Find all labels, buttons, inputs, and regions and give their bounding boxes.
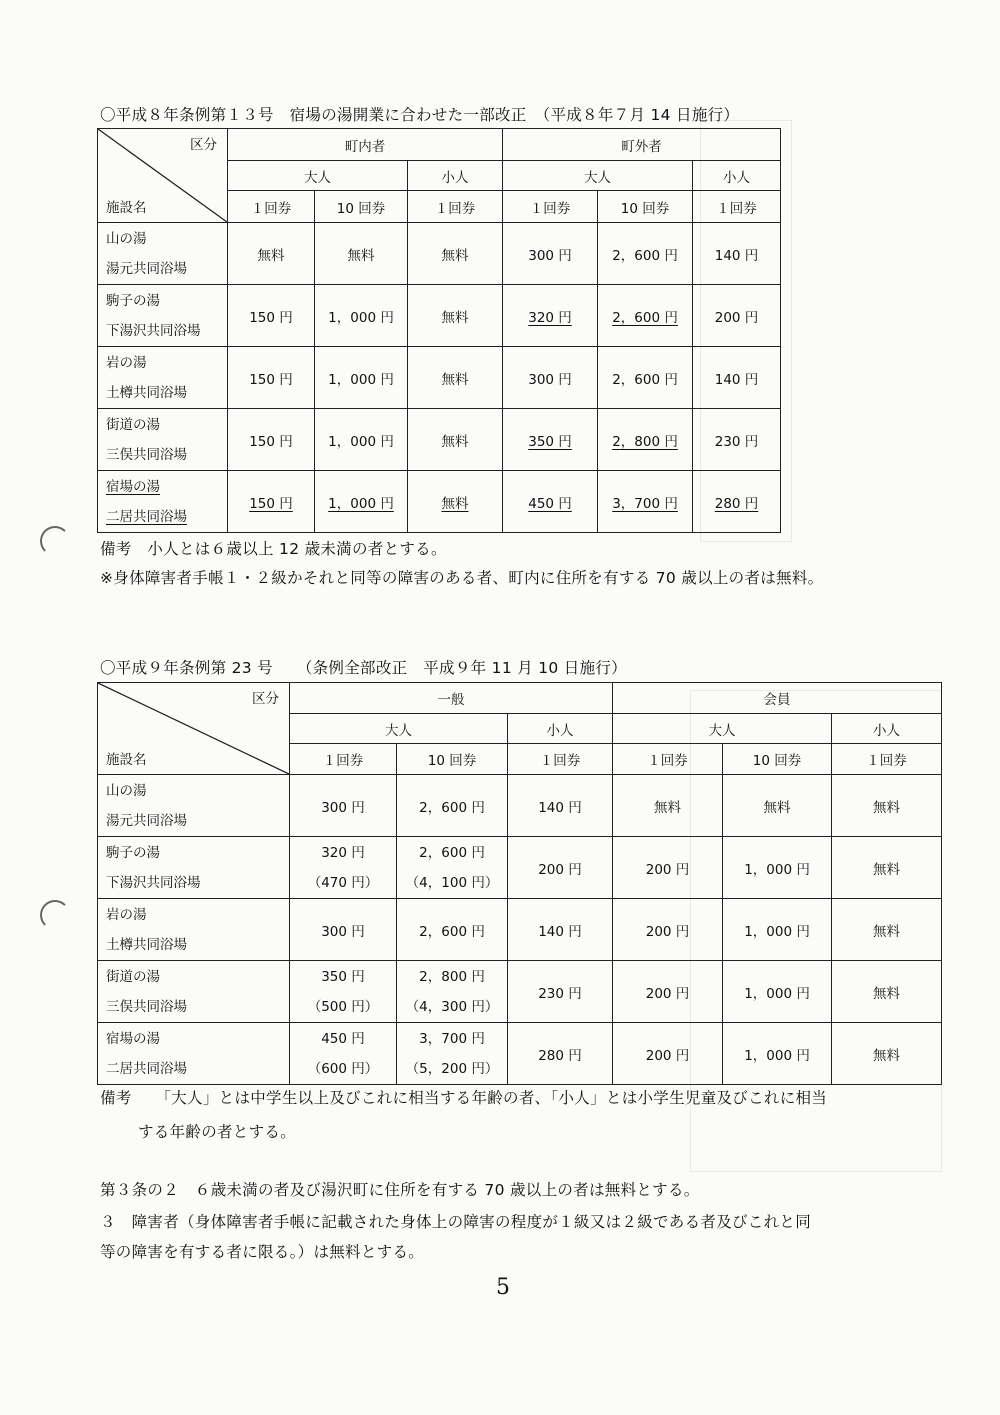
table-row bbox=[98, 961, 942, 1023]
section2-note: 備考 「大人」とは中学生以上及びこれに相当する年齢の者、「小人」とは小学生児童及びこれに相当 bbox=[100, 1089, 828, 1107]
facility-name-cell bbox=[98, 347, 228, 409]
table-row bbox=[98, 471, 781, 533]
table-row bbox=[98, 899, 942, 961]
article-3-2: 第３条の２ ６歳未満の者及び湯沢町に住所を有する 70 歳以上の者は無料とする。 bbox=[100, 1181, 700, 1199]
fee-cell: 140 円 bbox=[508, 899, 613, 961]
adult-header: 大人 bbox=[613, 714, 832, 744]
fee-cell-amended: 1，000 円 bbox=[315, 471, 408, 533]
fee-cell: 無料 bbox=[408, 285, 503, 347]
fee-cell: 1，000 円 bbox=[723, 961, 832, 1023]
adult-header: 大人 bbox=[228, 161, 408, 191]
fee-cell: 280 円 bbox=[508, 1023, 613, 1085]
fee-cell: 230 円 bbox=[693, 409, 781, 471]
fee-cell: 2，600 円 bbox=[598, 223, 693, 285]
general-header: 一般 bbox=[290, 683, 613, 714]
header-corner-cell bbox=[98, 683, 290, 775]
table-row bbox=[98, 285, 781, 347]
fee-value: 2，600 円 bbox=[419, 844, 485, 861]
adult-header: 大人 bbox=[290, 714, 508, 744]
facility-subname: 湯元共同浴場 bbox=[106, 260, 187, 277]
fee-cell: 無料 bbox=[832, 961, 942, 1023]
fee-value-alt: （4，100 円） bbox=[405, 874, 499, 891]
facility-subname: 土樽共同浴場 bbox=[106, 936, 187, 953]
fee-cell bbox=[397, 1023, 508, 1085]
fee-cell: 300 円 bbox=[503, 223, 598, 285]
fee-cell bbox=[290, 1023, 397, 1085]
fee-cell: 140 円 bbox=[693, 347, 781, 409]
fee-cell: 無料 bbox=[832, 775, 942, 837]
fee-value: 450 円 bbox=[321, 1030, 365, 1047]
facility-subname: 下湯沢共同浴場 bbox=[106, 322, 201, 339]
facility-name-cell bbox=[98, 775, 290, 837]
facility-name: 駒子の湯 bbox=[106, 292, 160, 309]
table-row bbox=[98, 1023, 942, 1085]
adult-header: 大人 bbox=[503, 161, 693, 191]
fee-cell: 200 円 bbox=[613, 837, 723, 899]
child-header: 小人 bbox=[832, 714, 942, 744]
facility-name: 宿場の湯 bbox=[106, 478, 160, 495]
table-row bbox=[98, 409, 781, 471]
kubun-label: 区分 bbox=[190, 137, 217, 153]
fee-cell: 2，600 円 bbox=[397, 775, 508, 837]
facility-name-cell bbox=[98, 961, 290, 1023]
fee-cell: 無料 bbox=[723, 775, 832, 837]
fee-cell-amended: 2，600 円 bbox=[598, 285, 693, 347]
fee-cell: 無料 bbox=[228, 223, 315, 285]
table-row bbox=[98, 223, 781, 285]
ticket10-header: 10 回券 bbox=[598, 191, 693, 223]
ticket10-header: 10 回券 bbox=[723, 744, 832, 775]
fee-cell bbox=[290, 837, 397, 899]
fee-value-alt: （4，300 円） bbox=[405, 998, 499, 1015]
header-corner-cell bbox=[98, 129, 228, 223]
fee-cell bbox=[397, 961, 508, 1023]
fee-cell: 1，000 円 bbox=[315, 285, 408, 347]
fee-cell: 無料 bbox=[408, 223, 503, 285]
fee-cell bbox=[290, 961, 397, 1023]
fee-cell: 300 円 bbox=[290, 899, 397, 961]
facility-name-cell bbox=[98, 837, 290, 899]
article-3-3: ３ 障害者（身体障害者手帳に記載された身体上の障害の程度が１級又は２級である者及びこれと同 bbox=[100, 1213, 812, 1231]
facility-subname: 土樽共同浴場 bbox=[106, 384, 187, 401]
facility-subname: 湯元共同浴場 bbox=[106, 812, 187, 829]
fee-cell: 1，000 円 bbox=[315, 409, 408, 471]
fee-cell: 無料 bbox=[408, 347, 503, 409]
fee-cell: 1，000 円 bbox=[723, 899, 832, 961]
fee-cell: 150 円 bbox=[228, 409, 315, 471]
section2-note-cont: する年齢の者とする。 bbox=[138, 1123, 297, 1141]
fee-cell: 230 円 bbox=[508, 961, 613, 1023]
facility-name-cell bbox=[98, 223, 228, 285]
ticket1-header: １回券 bbox=[832, 744, 942, 775]
fee-cell: 140 円 bbox=[693, 223, 781, 285]
ticket1-header: １回券 bbox=[693, 191, 781, 223]
punch-hole bbox=[40, 526, 70, 556]
facility-subname: 三俣共同浴場 bbox=[106, 998, 187, 1015]
ticket1-header: １回券 bbox=[613, 744, 723, 775]
fee-cell: 200 円 bbox=[613, 1023, 723, 1085]
kubun-label: 区分 bbox=[252, 691, 279, 707]
fee-cell: 200 円 bbox=[693, 285, 781, 347]
fee-cell bbox=[397, 837, 508, 899]
fee-cell: 300 円 bbox=[290, 775, 397, 837]
fee-cell: 2，600 円 bbox=[397, 899, 508, 961]
fee-cell-amended: 3，700 円 bbox=[598, 471, 693, 533]
fee-cell: 無料 bbox=[613, 775, 723, 837]
facility-name: 岩の湯 bbox=[106, 354, 147, 371]
fee-table-h9 bbox=[97, 682, 942, 1085]
facility-name: 宿場の湯 bbox=[106, 1030, 160, 1047]
facility-name-cell bbox=[98, 1023, 290, 1085]
fee-cell-amended: 350 円 bbox=[503, 409, 598, 471]
facility-name-cell bbox=[98, 471, 228, 533]
fee-value: 350 円 bbox=[321, 968, 365, 985]
child-header: 小人 bbox=[408, 161, 503, 191]
facility-subname: 下湯沢共同浴場 bbox=[106, 874, 201, 891]
article-3-3-cont: 等の障害を有する者に限る。）は無料とする。 bbox=[100, 1243, 425, 1261]
ticket10-header: 10 回券 bbox=[315, 191, 408, 223]
punch-hole bbox=[40, 900, 70, 930]
fee-value-alt: （470 円） bbox=[307, 874, 379, 891]
table-row bbox=[98, 837, 942, 899]
facility-subname: 三俣共同浴場 bbox=[106, 446, 187, 463]
table-row bbox=[98, 347, 781, 409]
section1-note: 備考 小人とは６歳以上 12 歳未満の者とする。 bbox=[100, 540, 447, 558]
town-out-header: 町外者 bbox=[503, 129, 781, 161]
fee-cell: 無料 bbox=[832, 1023, 942, 1085]
fee-cell-amended: 320 円 bbox=[503, 285, 598, 347]
table-row bbox=[98, 775, 942, 837]
fee-cell: 無料 bbox=[832, 837, 942, 899]
fee-cell: 300 円 bbox=[503, 347, 598, 409]
fee-cell: 無料 bbox=[832, 899, 942, 961]
fee-cell: 2，600 円 bbox=[598, 347, 693, 409]
town-in-header: 町内者 bbox=[228, 129, 503, 161]
fee-cell: 1，000 円 bbox=[723, 837, 832, 899]
facility-subname: 二居共同浴場 bbox=[106, 508, 187, 525]
fee-cell: 無料 bbox=[315, 223, 408, 285]
fee-cell-amended: 2，800 円 bbox=[598, 409, 693, 471]
fee-cell: 200 円 bbox=[613, 961, 723, 1023]
facility-name: 街道の湯 bbox=[106, 968, 160, 985]
facility-name: 街道の湯 bbox=[106, 416, 160, 433]
ticket1-header: １回券 bbox=[503, 191, 598, 223]
facility-name: 岩の湯 bbox=[106, 906, 147, 923]
fee-cell: 200 円 bbox=[508, 837, 613, 899]
facility-name-cell bbox=[98, 409, 228, 471]
fee-cell: 200 円 bbox=[613, 899, 723, 961]
facility-name-header: 施設名 bbox=[106, 200, 147, 216]
child-header: 小人 bbox=[508, 714, 613, 744]
fee-cell-amended: 280 円 bbox=[693, 471, 781, 533]
fee-value-alt: （5，200 円） bbox=[405, 1060, 499, 1077]
facility-subname: 二居共同浴場 bbox=[106, 1060, 187, 1077]
member-header: 会員 bbox=[613, 683, 942, 714]
fee-value: 2，800 円 bbox=[419, 968, 485, 985]
fee-cell-amended: 450 円 bbox=[503, 471, 598, 533]
ticket1-header: １回券 bbox=[508, 744, 613, 775]
section1-caption: 〇平成８年条例第１３号 宿場の湯開業に合わせた一部改正 （平成８年７月 14 日施行） bbox=[100, 106, 740, 124]
section2-caption: 〇平成９年条例第 23 号 （条例全部改正 平成９年 11 月 10 日施行） bbox=[100, 659, 627, 677]
fee-cell: 1，000 円 bbox=[723, 1023, 832, 1085]
ticket1-header: １回券 bbox=[408, 191, 503, 223]
section1-note-exemption: ※身体障害者手帳１・２級かそれと同等の障害のある者、町内に住所を有する 70 歳以上の者は無料。 bbox=[100, 569, 824, 587]
ticket10-header: 10 回券 bbox=[397, 744, 508, 775]
page-number: 5 bbox=[496, 1275, 510, 1300]
fee-value-alt: （600 円） bbox=[307, 1060, 379, 1077]
fee-value-alt: （500 円） bbox=[307, 998, 379, 1015]
fee-cell: 無料 bbox=[408, 409, 503, 471]
facility-name-cell bbox=[98, 899, 290, 961]
fee-value: 320 円 bbox=[321, 844, 365, 861]
fee-cell-amended: 150 円 bbox=[228, 471, 315, 533]
ticket1-header: １回券 bbox=[290, 744, 397, 775]
fee-cell: 140 円 bbox=[508, 775, 613, 837]
fee-cell: 1，000 円 bbox=[315, 347, 408, 409]
facility-name-header: 施設名 bbox=[106, 752, 147, 768]
fee-value: 3，700 円 bbox=[419, 1030, 485, 1047]
facility-name: 駒子の湯 bbox=[106, 844, 160, 861]
fee-cell: 150 円 bbox=[228, 347, 315, 409]
ticket1-header: １回券 bbox=[228, 191, 315, 223]
fee-cell-amended: 無料 bbox=[408, 471, 503, 533]
facility-name-cell bbox=[98, 285, 228, 347]
fee-table-h8 bbox=[97, 128, 781, 533]
facility-name: 山の湯 bbox=[106, 782, 147, 799]
facility-name: 山の湯 bbox=[106, 230, 147, 247]
fee-cell: 150 円 bbox=[228, 285, 315, 347]
child-header: 小人 bbox=[693, 161, 781, 191]
